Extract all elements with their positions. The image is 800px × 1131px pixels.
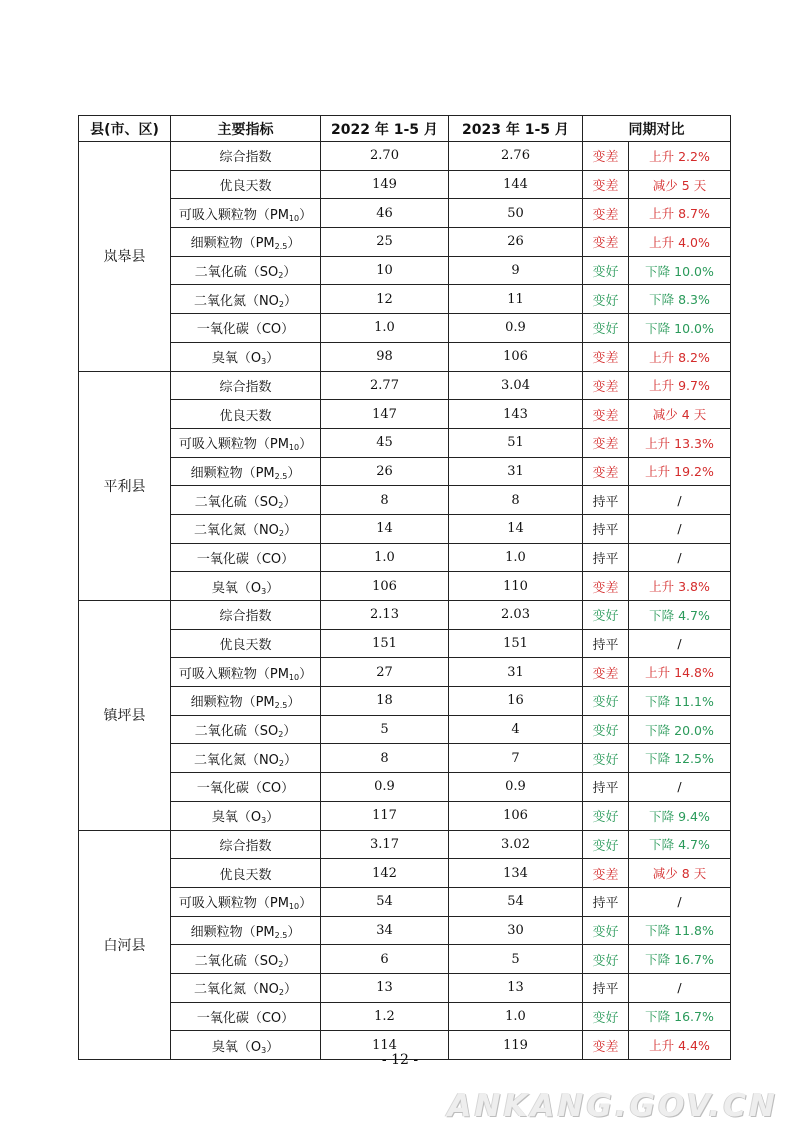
county-name: 白河县 <box>79 830 171 1060</box>
county-name: 平利县 <box>79 371 171 601</box>
indicator-subscript: 2 <box>278 271 284 281</box>
header-2022: 2022 年 1-5 月 <box>321 116 449 142</box>
indicator-label: 臭氧（O <box>211 1039 262 1055</box>
value-2023: 4 <box>449 715 583 744</box>
trend-label: 变差 <box>583 428 629 457</box>
table-row <box>79 428 731 457</box>
change-value: 下降 12.5% <box>629 744 731 773</box>
change-value: 下降 20.0% <box>629 715 731 744</box>
indicator-subscript: 3 <box>261 357 267 367</box>
indicator-label: 细颗粒物（PM <box>190 465 275 481</box>
header-2023: 2023 年 1-5 月 <box>449 116 583 142</box>
indicator-name <box>171 457 321 486</box>
indicator-label: 二氧化氮（NO <box>193 523 279 539</box>
indicator-close-paren: ） <box>283 953 297 969</box>
value-2022: 114 <box>321 1031 449 1060</box>
indicator-close-paren: ） <box>284 752 298 768</box>
value-2023: 5 <box>449 945 583 974</box>
change-value: 上升 2.2% <box>629 142 731 171</box>
trend-label: 变差 <box>583 228 629 257</box>
value-2023: 9 <box>449 256 583 285</box>
indicator-name <box>171 514 321 543</box>
table-row <box>79 400 731 429</box>
value-2022: 98 <box>321 342 449 371</box>
indicator-name <box>171 572 321 601</box>
trend-label: 变好 <box>583 715 629 744</box>
change-value: 上升 3.8% <box>629 572 731 601</box>
value-2023: 31 <box>449 658 583 687</box>
indicator-close-paren: ） <box>287 465 301 481</box>
header-indicator: 主要指标 <box>171 116 321 142</box>
table-row <box>79 228 731 257</box>
change-value: 下降 10.0% <box>629 256 731 285</box>
indicator-name <box>171 744 321 773</box>
value-2022: 0.9 <box>321 773 449 802</box>
indicator-subscript: 10 <box>288 672 300 682</box>
value-2022: 46 <box>321 199 449 228</box>
indicator-label: 臭氧（O <box>211 580 262 596</box>
value-2023: 54 <box>449 887 583 916</box>
indicator-close-paren: ） <box>283 494 297 510</box>
value-2022: 149 <box>321 170 449 199</box>
table-row <box>79 744 731 773</box>
table-row <box>79 457 731 486</box>
indicator-name <box>171 142 321 171</box>
indicator-label: 二氧化硫（SO <box>194 724 279 740</box>
indicator-label: 二氧化氮（NO <box>193 752 279 768</box>
trend-label: 变差 <box>583 142 629 171</box>
change-value: 上升 8.7% <box>629 199 731 228</box>
table-row <box>79 801 731 830</box>
value-2022: 106 <box>321 572 449 601</box>
table-row <box>79 199 731 228</box>
table-row <box>79 601 731 630</box>
value-2022: 151 <box>321 629 449 658</box>
value-2023: 0.9 <box>449 773 583 802</box>
indicator-close-paren: ） <box>284 982 298 998</box>
trend-label: 持平 <box>583 514 629 543</box>
value-2022: 10 <box>321 256 449 285</box>
value-2023: 13 <box>449 973 583 1002</box>
table-row <box>79 1002 731 1031</box>
indicator-close-paren: ） <box>283 724 297 740</box>
table-row <box>79 658 731 687</box>
change-value: 上升 9.7% <box>629 371 731 400</box>
value-2022: 18 <box>321 687 449 716</box>
indicator-name <box>171 830 321 859</box>
value-2022: 147 <box>321 400 449 429</box>
table-row <box>79 486 731 515</box>
indicator-label: 综合指数 <box>219 838 272 854</box>
indicator-name <box>171 342 321 371</box>
trend-label: 变差 <box>583 371 629 400</box>
indicator-name <box>171 801 321 830</box>
change-value: 下降 10.0% <box>629 314 731 343</box>
indicator-label: 优良天数 <box>219 638 272 654</box>
indicator-name <box>171 543 321 572</box>
value-2023: 151 <box>449 629 583 658</box>
trend-label: 持平 <box>583 629 629 658</box>
trend-label: 变差 <box>583 1031 629 1060</box>
value-2022: 13 <box>321 973 449 1002</box>
table-header-row <box>79 116 731 142</box>
trend-label: 变好 <box>583 314 629 343</box>
change-value: 下降 8.3% <box>629 285 731 314</box>
trend-label: 变好 <box>583 744 629 773</box>
indicator-subscript: 3 <box>261 1045 267 1055</box>
trend-label: 变差 <box>583 859 629 888</box>
value-2023: 26 <box>449 228 583 257</box>
value-2023: 51 <box>449 428 583 457</box>
indicator-label: 臭氧（O <box>211 351 262 367</box>
county-name: 镇坪县 <box>79 601 171 831</box>
value-2023: 31 <box>449 457 583 486</box>
indicator-label: 一氧化碳（CO） <box>196 322 295 338</box>
indicator-name <box>171 1002 321 1031</box>
indicator-label: 优良天数 <box>219 179 272 195</box>
indicator-subscript: 10 <box>288 902 300 912</box>
indicator-name <box>171 256 321 285</box>
change-value: / <box>629 973 731 1002</box>
indicator-close-paren: ） <box>287 695 301 711</box>
indicator-name <box>171 658 321 687</box>
indicator-label: 优良天数 <box>219 408 272 424</box>
table-body <box>79 142 731 1060</box>
indicator-close-paren: ） <box>284 293 298 309</box>
value-2023: 110 <box>449 572 583 601</box>
value-2022: 2.13 <box>321 601 449 630</box>
indicator-subscript: 2.5 <box>274 471 288 481</box>
indicator-label: 臭氧（O <box>211 810 262 826</box>
trend-label: 变差 <box>583 572 629 601</box>
indicator-name <box>171 601 321 630</box>
indicator-label: 一氧化碳（CO） <box>196 551 295 567</box>
value-2022: 14 <box>321 514 449 543</box>
value-2022: 142 <box>321 859 449 888</box>
table-row <box>79 543 731 572</box>
trend-label: 持平 <box>583 486 629 515</box>
trend-label: 变差 <box>583 457 629 486</box>
table-row <box>79 830 731 859</box>
indicator-close-paren: ） <box>284 523 298 539</box>
change-value: 下降 4.7% <box>629 830 731 859</box>
change-value: / <box>629 887 731 916</box>
value-2023: 3.02 <box>449 830 583 859</box>
value-2022: 117 <box>321 801 449 830</box>
indicator-label: 可吸入颗粒物（PM <box>178 207 289 223</box>
change-value: / <box>629 486 731 515</box>
indicator-subscript: 2 <box>278 758 285 768</box>
value-2023: 106 <box>449 801 583 830</box>
indicator-close-paren: ） <box>299 437 313 453</box>
trend-label: 持平 <box>583 887 629 916</box>
value-2023: 119 <box>449 1031 583 1060</box>
indicator-label: 二氧化氮（NO <box>193 293 279 309</box>
trend-label: 持平 <box>583 773 629 802</box>
value-2023: 8 <box>449 486 583 515</box>
change-value: 下降 9.4% <box>629 801 731 830</box>
indicator-subscript: 3 <box>261 586 267 596</box>
indicator-subscript: 2 <box>278 299 285 309</box>
indicator-close-paren: ） <box>266 1039 280 1055</box>
change-value: 下降 4.7% <box>629 601 731 630</box>
trend-label: 变差 <box>583 170 629 199</box>
change-value: 上升 4.4% <box>629 1031 731 1060</box>
indicator-label: 综合指数 <box>219 609 272 625</box>
indicator-close-paren: ） <box>299 207 313 223</box>
page-number: - 12 - <box>381 1052 419 1068</box>
value-2023: 144 <box>449 170 583 199</box>
value-2022: 45 <box>321 428 449 457</box>
trend-label: 变好 <box>583 256 629 285</box>
value-2023: 1.0 <box>449 1002 583 1031</box>
trend-label: 变差 <box>583 400 629 429</box>
value-2022: 1.0 <box>321 314 449 343</box>
value-2022: 1.2 <box>321 1002 449 1031</box>
value-2023: 50 <box>449 199 583 228</box>
table-row <box>79 142 731 171</box>
table-row <box>79 916 731 945</box>
indicator-name <box>171 629 321 658</box>
indicator-subscript: 3 <box>261 816 267 826</box>
indicator-subscript: 2.5 <box>274 242 288 252</box>
table-row <box>79 773 731 802</box>
indicator-name <box>171 170 321 199</box>
table-row <box>79 715 731 744</box>
trend-label: 变好 <box>583 601 629 630</box>
table-row <box>79 572 731 601</box>
change-value: / <box>629 773 731 802</box>
value-2023: 3.04 <box>449 371 583 400</box>
indicator-close-paren: ） <box>266 810 280 826</box>
indicator-close-paren: ） <box>266 580 280 596</box>
value-2022: 6 <box>321 945 449 974</box>
table-row <box>79 514 731 543</box>
table-row <box>79 945 731 974</box>
indicator-subscript: 10 <box>288 213 300 223</box>
value-2023: 2.76 <box>449 142 583 171</box>
table-row <box>79 170 731 199</box>
value-2023: 16 <box>449 687 583 716</box>
change-value: 上升 14.8% <box>629 658 731 687</box>
indicator-name <box>171 486 321 515</box>
indicator-close-paren: ） <box>287 236 301 252</box>
table-row <box>79 342 731 371</box>
value-2022: 27 <box>321 658 449 687</box>
value-2023: 14 <box>449 514 583 543</box>
indicator-close-paren: ） <box>299 666 313 682</box>
indicator-label: 细颗粒物（PM <box>190 695 275 711</box>
change-value: / <box>629 514 731 543</box>
indicator-label: 一氧化碳（CO） <box>196 1010 295 1026</box>
trend-label: 变好 <box>583 1002 629 1031</box>
trend-label: 变好 <box>583 285 629 314</box>
indicator-name <box>171 228 321 257</box>
indicator-subscript: 2 <box>278 988 285 998</box>
indicator-name <box>171 428 321 457</box>
trend-label: 持平 <box>583 543 629 572</box>
indicator-name <box>171 945 321 974</box>
value-2022: 8 <box>321 744 449 773</box>
value-2022: 2.70 <box>321 142 449 171</box>
indicator-label: 综合指数 <box>219 150 272 166</box>
indicator-subscript: 2.5 <box>274 701 288 711</box>
indicator-label: 一氧化碳（CO） <box>196 781 295 797</box>
value-2023: 106 <box>449 342 583 371</box>
trend-label: 持平 <box>583 973 629 1002</box>
value-2023: 0.9 <box>449 314 583 343</box>
indicator-label: 可吸入颗粒物（PM <box>178 896 289 912</box>
table-row <box>79 629 731 658</box>
value-2023: 1.0 <box>449 543 583 572</box>
indicator-close-paren: ） <box>283 265 297 281</box>
indicator-name <box>171 285 321 314</box>
indicator-label: 可吸入颗粒物（PM <box>178 666 289 682</box>
indicator-close-paren: ） <box>299 896 313 912</box>
value-2022: 34 <box>321 916 449 945</box>
site-watermark: ANKANG.GOV.CN <box>447 1088 778 1124</box>
indicator-name <box>171 916 321 945</box>
value-2023: 134 <box>449 859 583 888</box>
value-2022: 3.17 <box>321 830 449 859</box>
trend-label: 变差 <box>583 658 629 687</box>
value-2022: 8 <box>321 486 449 515</box>
table-row <box>79 371 731 400</box>
indicator-close-paren: ） <box>287 924 301 940</box>
change-value: 下降 16.7% <box>629 1002 731 1031</box>
indicator-subscript: 2 <box>278 529 285 539</box>
change-value: 上升 8.2% <box>629 342 731 371</box>
indicator-name <box>171 371 321 400</box>
value-2022: 1.0 <box>321 543 449 572</box>
air-quality-comparison-table <box>78 115 731 1060</box>
value-2022: 2.77 <box>321 371 449 400</box>
indicator-subscript: 2 <box>278 500 284 510</box>
value-2023: 143 <box>449 400 583 429</box>
indicator-label: 可吸入颗粒物（PM <box>178 437 289 453</box>
indicator-name <box>171 687 321 716</box>
indicator-label: 综合指数 <box>219 379 272 395</box>
header-comparison: 同期对比 <box>583 116 731 142</box>
indicator-name <box>171 887 321 916</box>
value-2023: 2.03 <box>449 601 583 630</box>
table-row <box>79 285 731 314</box>
indicator-label: 细颗粒物（PM <box>190 236 275 252</box>
trend-label: 变差 <box>583 342 629 371</box>
indicator-label: 优良天数 <box>219 867 272 883</box>
change-value: 减少 5 天 <box>629 170 731 199</box>
indicator-name <box>171 715 321 744</box>
indicator-subscript: 10 <box>288 443 300 453</box>
change-value: 上升 4.0% <box>629 228 731 257</box>
indicator-subscript: 2 <box>278 959 284 969</box>
change-value: 上升 19.2% <box>629 457 731 486</box>
indicator-label: 二氧化氮（NO <box>193 982 279 998</box>
value-2023: 7 <box>449 744 583 773</box>
change-value: 下降 11.8% <box>629 916 731 945</box>
value-2022: 26 <box>321 457 449 486</box>
change-value: 下降 11.1% <box>629 687 731 716</box>
table-row <box>79 859 731 888</box>
value-2022: 12 <box>321 285 449 314</box>
table-row <box>79 973 731 1002</box>
indicator-subscript: 2.5 <box>274 930 288 940</box>
change-value: / <box>629 543 731 572</box>
indicator-name <box>171 773 321 802</box>
trend-label: 变好 <box>583 945 629 974</box>
table-row <box>79 887 731 916</box>
indicator-subscript: 2 <box>278 730 284 740</box>
change-value: 减少 8 天 <box>629 859 731 888</box>
table-row <box>79 256 731 285</box>
value-2022: 5 <box>321 715 449 744</box>
county-name: 岚皋县 <box>79 142 171 372</box>
value-2022: 25 <box>321 228 449 257</box>
trend-label: 变好 <box>583 687 629 716</box>
value-2022: 54 <box>321 887 449 916</box>
value-2023: 11 <box>449 285 583 314</box>
trend-label: 变好 <box>583 801 629 830</box>
change-value: 减少 4 天 <box>629 400 731 429</box>
indicator-label: 二氧化硫（SO <box>194 494 279 510</box>
change-value: / <box>629 629 731 658</box>
indicator-name <box>171 400 321 429</box>
table-row <box>79 314 731 343</box>
indicator-label: 二氧化硫（SO <box>194 953 279 969</box>
change-value: 下降 16.7% <box>629 945 731 974</box>
header-county: 县(市、区) <box>79 116 171 142</box>
trend-label: 变好 <box>583 830 629 859</box>
indicator-name <box>171 973 321 1002</box>
indicator-close-paren: ） <box>266 351 280 367</box>
indicator-label: 细颗粒物（PM <box>190 924 275 940</box>
table-row <box>79 687 731 716</box>
indicator-label: 二氧化硫（SO <box>194 265 279 281</box>
indicator-name <box>171 199 321 228</box>
indicator-name <box>171 314 321 343</box>
change-value: 上升 13.3% <box>629 428 731 457</box>
indicator-name <box>171 859 321 888</box>
trend-label: 变好 <box>583 916 629 945</box>
trend-label: 变差 <box>583 199 629 228</box>
value-2023: 30 <box>449 916 583 945</box>
